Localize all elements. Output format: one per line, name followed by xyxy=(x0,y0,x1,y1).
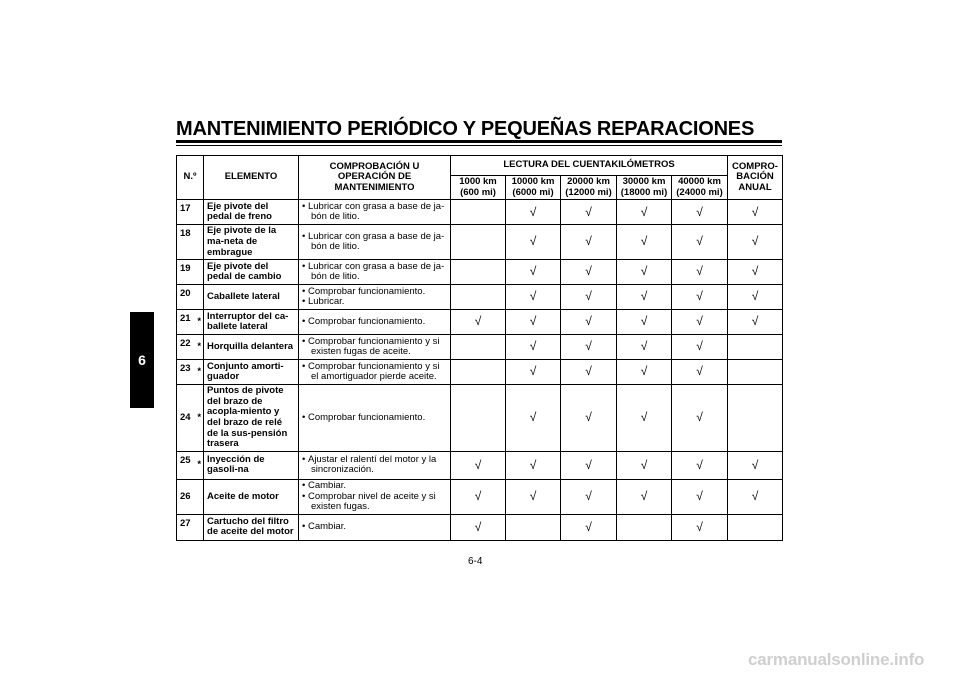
interval-cell xyxy=(506,285,561,310)
item-number: 27 xyxy=(177,514,196,540)
operation-bullet: • Lubricar con grasa a base de ja-bón de litio. xyxy=(302,232,447,253)
check-mark-icon: √ xyxy=(751,204,759,219)
interval-cell xyxy=(451,479,506,514)
header-mi-value: (600 mi) xyxy=(460,186,496,198)
header-mi-value: (24000 mi) xyxy=(676,186,723,198)
header-km-value: 20000 km xyxy=(567,176,610,187)
interval-cell xyxy=(728,285,783,310)
check-mark-icon: √ xyxy=(696,204,703,219)
check-mark-icon: √ xyxy=(696,339,703,354)
check-mark-icon: √ xyxy=(751,457,759,472)
check-mark-icon: √ xyxy=(751,489,759,504)
check-mark-icon: √ xyxy=(696,314,703,329)
title-rule-thick xyxy=(176,140,782,143)
check-mark-icon: √ xyxy=(529,314,537,329)
check-mark-icon: √ xyxy=(640,204,648,219)
item-number: 21 xyxy=(177,310,196,335)
header-km-1 xyxy=(451,176,506,200)
interval-cell xyxy=(672,310,728,335)
header-km-2 xyxy=(506,176,561,200)
interval-cell xyxy=(617,260,672,285)
operation-bullet: • Cambiar. xyxy=(302,522,447,533)
check-mark-icon: √ xyxy=(640,264,648,279)
dealer-mark: * xyxy=(196,310,204,335)
check-mark-icon: √ xyxy=(585,234,592,249)
interval-cell xyxy=(728,310,783,335)
interval-cell xyxy=(561,260,617,285)
header-km-value: 1000 km xyxy=(459,176,497,187)
interval-cell xyxy=(561,310,617,335)
header-odometer: LECTURA DEL CUENTAKILÓMETROS xyxy=(451,156,728,176)
table-row xyxy=(177,514,783,540)
dealer-mark xyxy=(196,285,204,310)
header-km-5 xyxy=(672,176,728,200)
dealer-mark: * xyxy=(196,451,204,479)
interval-cell xyxy=(506,479,561,514)
interval-cell xyxy=(506,225,561,260)
interval-cell xyxy=(617,385,672,452)
item-operations xyxy=(299,514,451,540)
check-mark-icon: √ xyxy=(585,204,592,219)
item-number: 24 xyxy=(177,385,196,452)
item-number: 20 xyxy=(177,285,196,310)
item-element: Horquilla delantera xyxy=(204,335,299,360)
table-row xyxy=(177,225,783,260)
header-operation: COMPROBACIÓN U OPERACIÓN DE MANTENIMIENTO xyxy=(299,156,451,200)
interval-cell xyxy=(561,385,617,452)
check-mark-icon: √ xyxy=(696,457,703,472)
interval-cell xyxy=(672,285,728,310)
check-mark-icon: √ xyxy=(640,234,648,249)
interval-cell xyxy=(728,260,783,285)
item-number: 25 xyxy=(177,451,196,479)
interval-cell xyxy=(451,260,506,285)
interval-cell xyxy=(451,285,506,310)
interval-cell xyxy=(561,514,617,540)
table-row xyxy=(177,285,783,310)
page-title: MANTENIMIENTO PERIÓDICO Y PEQUEÑAS REPARACIONES xyxy=(176,118,755,140)
item-element: Puntos de pivote del brazo de acopla-miento y del brazo de relé de la sus-pensión trasera xyxy=(204,385,299,452)
item-element: Eje pivote del pedal de cambio xyxy=(204,260,299,285)
interval-cell xyxy=(561,451,617,479)
header-mi-value: (18000 mi) xyxy=(620,186,668,198)
check-mark-icon: √ xyxy=(640,364,648,379)
check-mark-icon: √ xyxy=(640,489,648,504)
item-operations xyxy=(299,385,451,452)
item-element: Conjunto amorti-guador xyxy=(204,360,299,385)
check-mark-icon: √ xyxy=(751,264,759,279)
operation-bullet: • Comprobar funcionamiento y si el amortiguador pierde aceite. xyxy=(302,362,447,383)
item-element: Eje pivote de la ma-neta de embrague xyxy=(204,225,299,260)
check-mark-icon: √ xyxy=(474,519,482,534)
dealer-mark xyxy=(196,514,204,540)
check-mark-icon: √ xyxy=(751,234,759,249)
interval-cell xyxy=(617,514,672,540)
operation-bullet: • Lubricar con grasa a base de ja-bón de litio. xyxy=(302,262,447,283)
page-number: 6-4 xyxy=(468,556,483,567)
operation-bullet: • Comprobar nivel de aceite y si existen fugas. xyxy=(302,492,447,513)
table-row xyxy=(177,310,783,335)
interval-cell xyxy=(617,479,672,514)
item-number: 23 xyxy=(177,360,196,385)
interval-cell xyxy=(672,200,728,225)
interval-cell xyxy=(451,310,506,335)
interval-cell xyxy=(728,225,783,260)
header-annual: COMPRO-BACIÓN ANUAL xyxy=(728,156,783,200)
dealer-mark xyxy=(196,225,204,260)
operation-bullet: • Comprobar funcionamiento y si existen fugas de aceite. xyxy=(302,337,447,358)
interval-cell xyxy=(672,385,728,452)
item-operations xyxy=(299,360,451,385)
operation-bullet: • Comprobar funcionamiento. xyxy=(302,317,447,328)
interval-cell xyxy=(451,360,506,385)
table-row xyxy=(177,335,783,360)
item-operations xyxy=(299,335,451,360)
header-mi-value: (6000 mi) xyxy=(512,186,554,198)
interval-cell xyxy=(561,225,617,260)
check-mark-icon: √ xyxy=(474,457,482,472)
dealer-mark xyxy=(196,260,204,285)
item-element: Inyección de gasoli-na xyxy=(204,451,299,479)
header-km-3 xyxy=(561,176,617,200)
check-mark-icon: √ xyxy=(529,234,537,249)
title-rule-thin xyxy=(176,145,782,146)
maintenance-table xyxy=(176,155,783,541)
header-km-value: 30000 km xyxy=(622,176,666,187)
check-mark-icon: √ xyxy=(585,457,592,472)
check-mark-icon: √ xyxy=(585,489,592,504)
dealer-mark xyxy=(196,479,204,514)
dealer-mark: * xyxy=(196,385,204,452)
item-number: 26 xyxy=(177,479,196,514)
header-km-4 xyxy=(617,176,672,200)
check-mark-icon: √ xyxy=(696,364,703,379)
check-mark-icon: √ xyxy=(696,410,703,425)
item-operations xyxy=(299,200,451,225)
interval-cell xyxy=(728,479,783,514)
item-number: 17 xyxy=(177,200,196,225)
check-mark-icon: √ xyxy=(529,410,537,425)
item-number: 22 xyxy=(177,335,196,360)
header-km-value: 10000 km xyxy=(511,176,555,187)
check-mark-icon: √ xyxy=(751,314,759,329)
item-number: 19 xyxy=(177,260,196,285)
check-mark-icon: √ xyxy=(474,314,482,329)
watermark: carmanualsonline.info xyxy=(748,650,925,669)
check-mark-icon: √ xyxy=(696,264,703,279)
table-row xyxy=(177,260,783,285)
interval-cell xyxy=(506,310,561,335)
check-mark-icon: √ xyxy=(529,457,537,472)
interval-cell xyxy=(672,514,728,540)
item-operations xyxy=(299,451,451,479)
check-mark-icon: √ xyxy=(529,204,537,219)
check-mark-icon: √ xyxy=(585,339,592,354)
check-mark-icon: √ xyxy=(751,289,759,304)
item-number: 18 xyxy=(177,225,196,260)
item-operations xyxy=(299,479,451,514)
interval-cell xyxy=(672,479,728,514)
item-element: Aceite de motor xyxy=(204,479,299,514)
interval-cell xyxy=(506,451,561,479)
interval-cell xyxy=(617,360,672,385)
check-mark-icon: √ xyxy=(640,289,648,304)
check-mark-icon: √ xyxy=(529,364,537,379)
table-row xyxy=(177,360,783,385)
check-mark-icon: √ xyxy=(585,519,592,534)
interval-cell xyxy=(672,260,728,285)
header-mi-value: (12000 mi) xyxy=(565,186,612,198)
check-mark-icon: √ xyxy=(585,314,592,329)
interval-cell xyxy=(617,285,672,310)
item-element: Cartucho del filtro de aceite del motor xyxy=(204,514,299,540)
chapter-tab: 6 xyxy=(130,312,154,408)
check-mark-icon: √ xyxy=(585,264,592,279)
check-mark-icon: √ xyxy=(640,339,648,354)
check-mark-icon: √ xyxy=(474,489,482,504)
item-element: Eje pivote del pedal de freno xyxy=(204,200,299,225)
interval-cell xyxy=(728,200,783,225)
interval-cell xyxy=(451,335,506,360)
interval-cell xyxy=(561,200,617,225)
header-number: N.º xyxy=(177,156,204,200)
item-operations xyxy=(299,225,451,260)
table-row xyxy=(177,385,783,452)
header-element: ELEMENTO xyxy=(204,156,299,200)
interval-cell xyxy=(506,360,561,385)
interval-cell xyxy=(672,360,728,385)
interval-cell xyxy=(506,385,561,452)
check-mark-icon: √ xyxy=(529,489,537,504)
interval-cell xyxy=(617,200,672,225)
check-mark-icon: √ xyxy=(696,289,703,304)
item-operations xyxy=(299,260,451,285)
check-mark-icon: √ xyxy=(696,234,703,249)
check-mark-icon: √ xyxy=(640,314,648,329)
operation-bullet: • Comprobar funcionamiento. xyxy=(302,413,447,424)
item-operations xyxy=(299,285,451,310)
interval-cell xyxy=(506,514,561,540)
interval-cell xyxy=(451,385,506,452)
operation-bullet: • Comprobar funcionamiento. xyxy=(302,287,447,298)
table-row xyxy=(177,451,783,479)
operation-bullet: • Cambiar. xyxy=(302,481,447,492)
dealer-mark: * xyxy=(196,360,204,385)
interval-cell xyxy=(561,335,617,360)
check-mark-icon: √ xyxy=(585,289,592,304)
operation-bullet: • Lubricar. xyxy=(302,297,447,308)
interval-cell xyxy=(506,335,561,360)
check-mark-icon: √ xyxy=(585,364,592,379)
item-operations xyxy=(299,310,451,335)
interval-cell xyxy=(617,310,672,335)
interval-cell xyxy=(728,360,783,385)
operation-bullet: • Ajustar el ralentí del motor y la sincronización. xyxy=(302,455,447,476)
interval-cell xyxy=(617,335,672,360)
interval-cell xyxy=(617,225,672,260)
table-row xyxy=(177,479,783,514)
check-mark-icon: √ xyxy=(529,339,537,354)
header-km-value: 40000 km xyxy=(678,176,721,187)
dealer-mark: * xyxy=(196,335,204,360)
check-mark-icon: √ xyxy=(696,519,703,534)
check-mark-icon: √ xyxy=(529,289,537,304)
interval-cell xyxy=(451,514,506,540)
interval-cell xyxy=(561,285,617,310)
interval-cell xyxy=(561,479,617,514)
check-mark-icon: √ xyxy=(696,489,703,504)
interval-cell xyxy=(728,514,783,540)
operation-bullet: • Lubricar con grasa a base de ja-bón de litio. xyxy=(302,202,447,223)
table-row xyxy=(177,200,783,225)
interval-cell xyxy=(451,225,506,260)
interval-cell xyxy=(672,335,728,360)
interval-cell xyxy=(617,451,672,479)
check-mark-icon: √ xyxy=(640,410,648,425)
interval-cell xyxy=(506,260,561,285)
item-element: Interruptor del ca-ballete lateral xyxy=(204,310,299,335)
interval-cell xyxy=(728,451,783,479)
interval-cell xyxy=(451,200,506,225)
interval-cell xyxy=(728,385,783,452)
interval-cell xyxy=(672,451,728,479)
interval-cell xyxy=(561,360,617,385)
check-mark-icon: √ xyxy=(585,410,592,425)
check-mark-icon: √ xyxy=(640,457,648,472)
interval-cell xyxy=(672,225,728,260)
interval-cell xyxy=(451,451,506,479)
interval-cell xyxy=(506,200,561,225)
dealer-mark xyxy=(196,200,204,225)
item-element: Caballete lateral xyxy=(204,285,299,310)
check-mark-icon: √ xyxy=(529,264,537,279)
interval-cell xyxy=(728,335,783,360)
